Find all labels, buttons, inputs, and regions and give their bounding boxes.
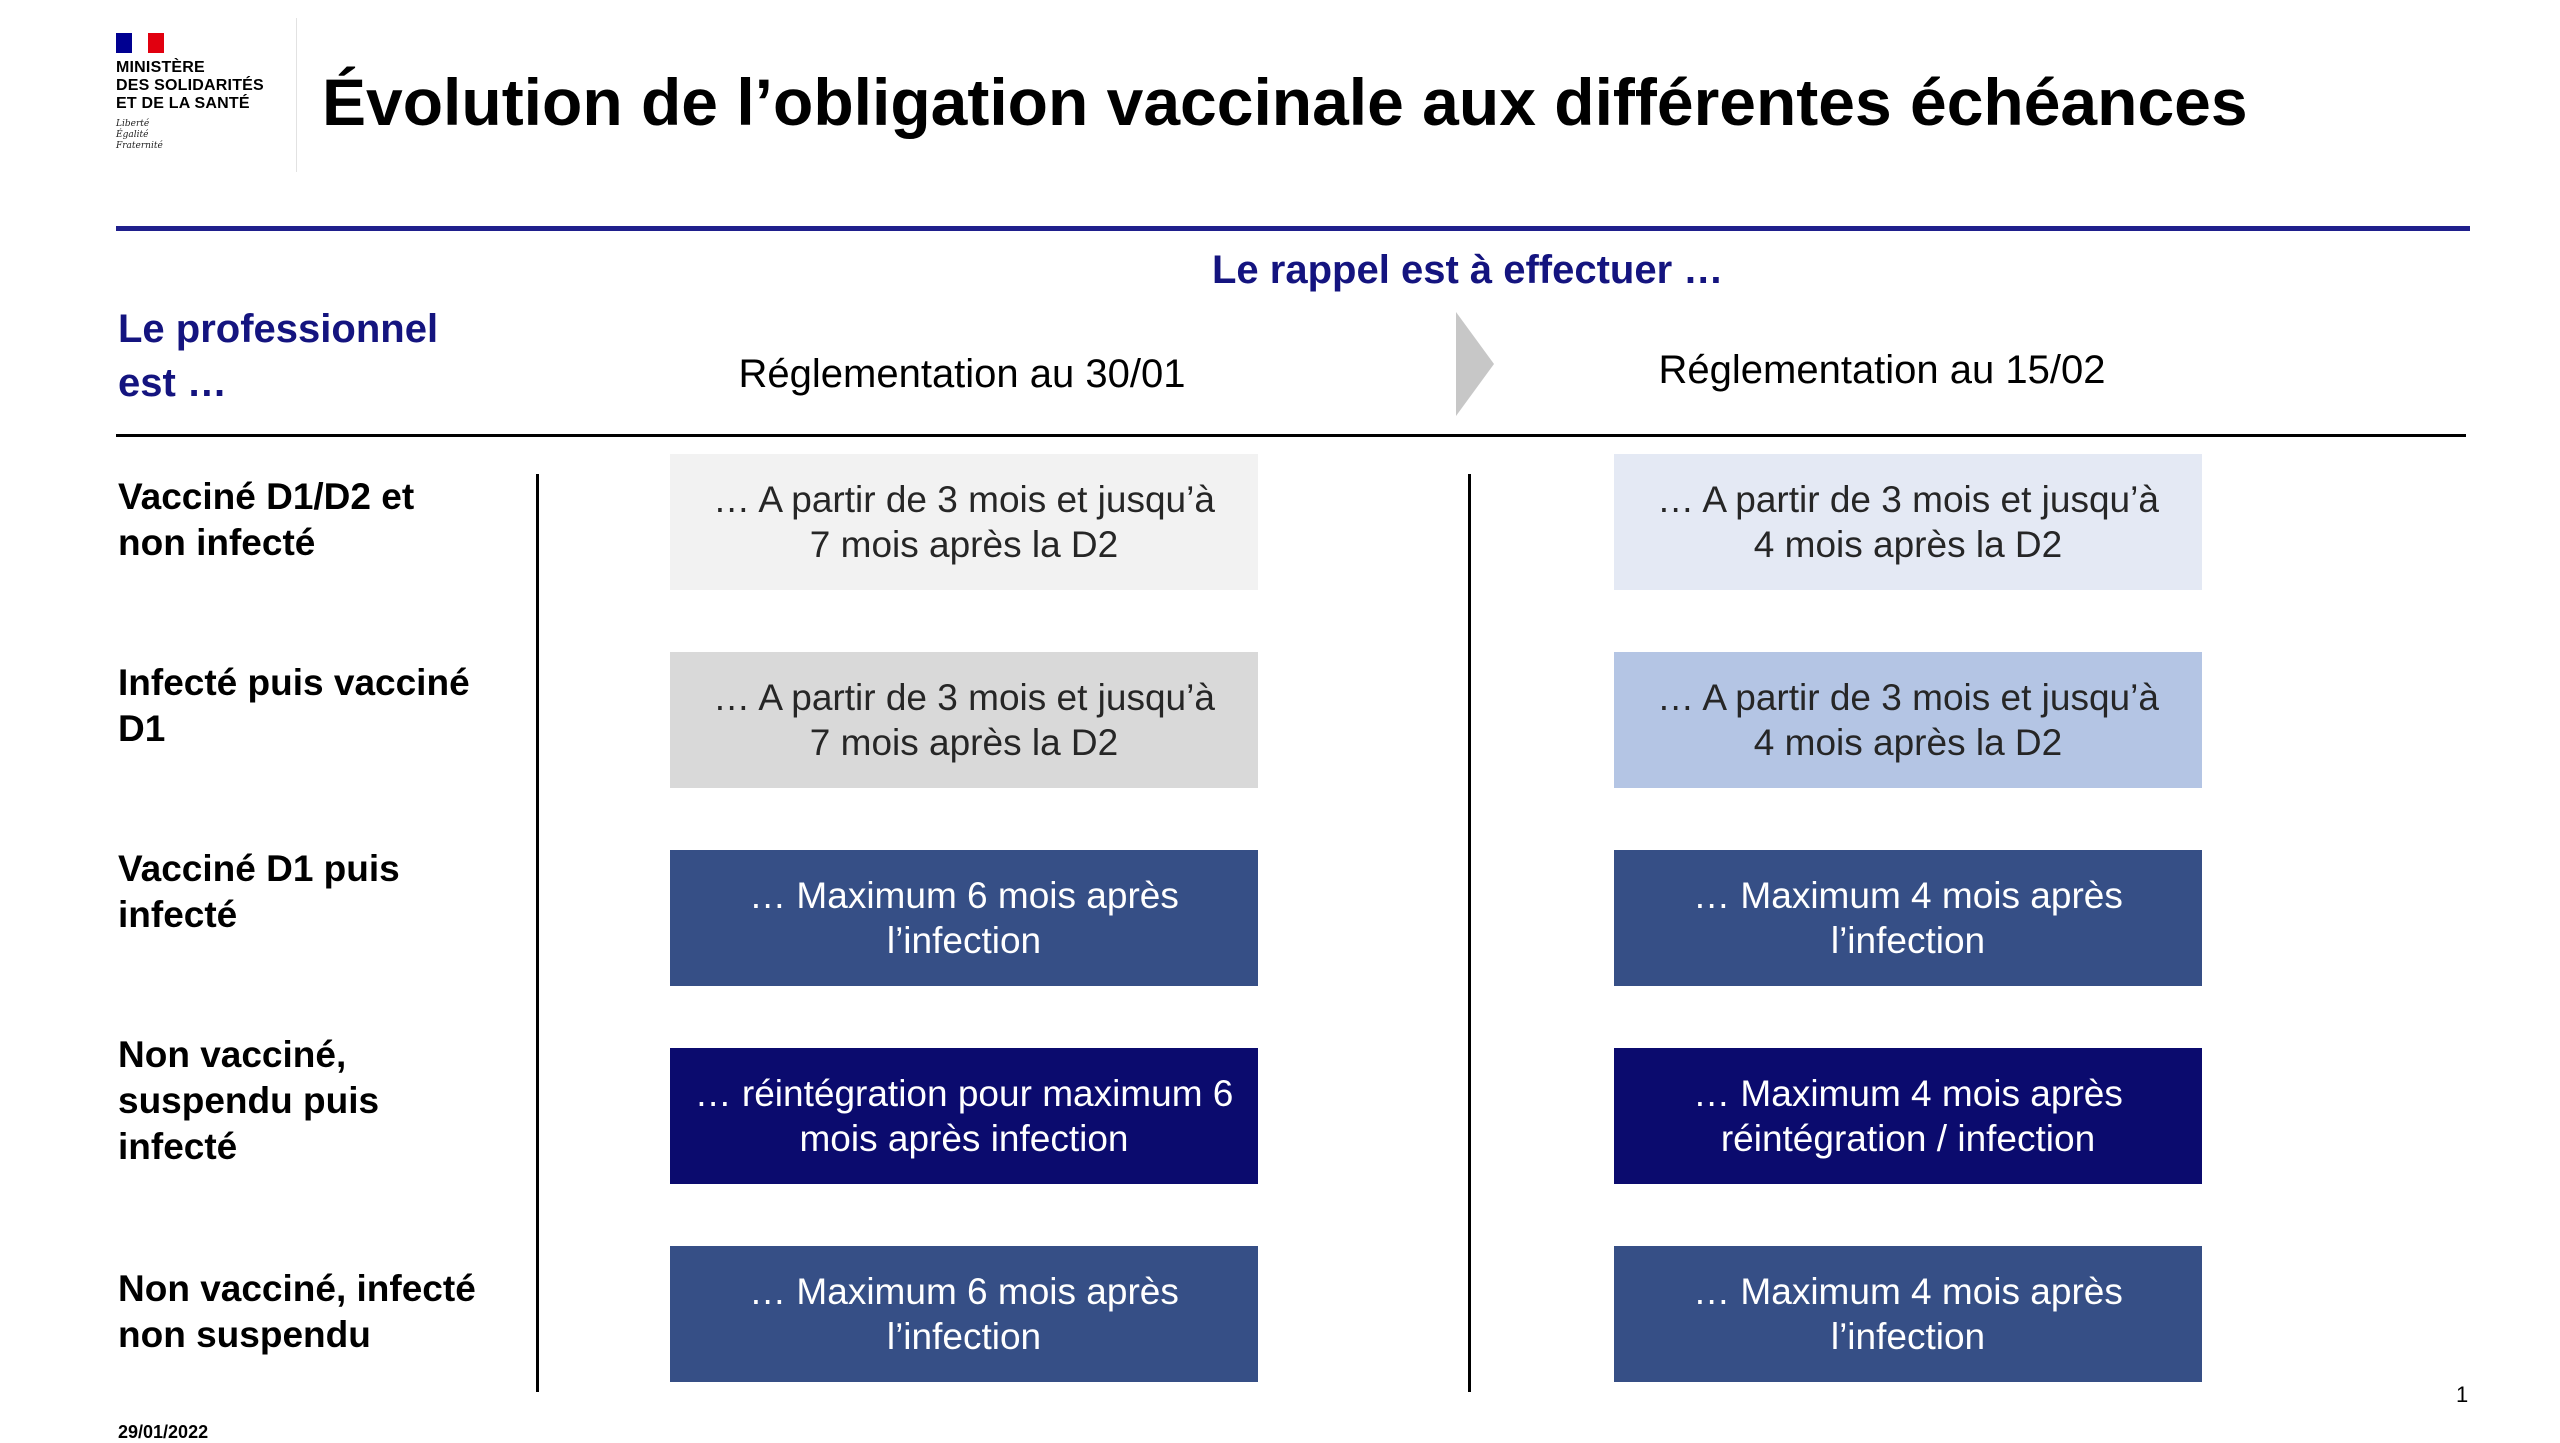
cell-row4-col1: … réintégration pour maximum 6 mois après infection: [670, 1048, 1258, 1184]
cell-row5-col2: … Maximum 4 mois après l’infection: [1614, 1246, 2202, 1382]
row-label-unvaccinated-suspended-infected: Non vacciné, suspendu puis infecté: [118, 1034, 380, 1167]
row-label-vaccinated-not-infected: Vacciné D1/D2 et non infecté: [118, 476, 415, 563]
page-title: Évolution de l’obligation vaccinale aux différentes échéances: [322, 65, 2248, 139]
ministry-logo: [116, 33, 296, 173]
cell-row1-col1: … A partir de 3 mois et jusqu’à 7 mois après la D2: [670, 454, 1258, 590]
logo-text-line-2: DES SOLIDARITÉS: [116, 77, 264, 94]
cell-row3-col2: … Maximum 4 mois après l’infection: [1614, 850, 2202, 986]
page-number: 1: [2456, 1382, 2469, 1407]
chevron-right-icon: [1456, 312, 1494, 416]
cell-row1-col2: … A partir de 3 mois et jusqu’à 4 mois après la D2: [1614, 454, 2202, 590]
column-header-30-01: Réglementation au 30/01: [738, 352, 1186, 396]
header-divider: [116, 434, 2466, 437]
logo-text-line-3: ET DE LA SANTÉ: [116, 95, 250, 112]
footer-date: 29/01/2022: [118, 1422, 209, 1442]
logo-divider: [296, 18, 297, 172]
cell-row3-col1: … Maximum 6 mois après l’infection: [670, 850, 1258, 986]
logo-text-line-1: MINISTÈRE: [116, 59, 205, 76]
cell-row2-col2: … A partir de 3 mois et jusqu’à 4 mois après la D2: [1614, 652, 2202, 788]
row-label-vaccinated-then-infected: Vacciné D1 puis infecté: [118, 848, 400, 935]
cell-row4-col2: … Maximum 4 mois après réintégration / infection: [1614, 1048, 2202, 1184]
french-flag-icon: [116, 33, 164, 53]
cell-row5-col1: … Maximum 6 mois après l’infection: [670, 1246, 1258, 1382]
logo-motto-3: Fraternité: [116, 141, 163, 151]
title-underline: [116, 226, 2470, 231]
logo-motto-2: Égalité: [116, 130, 149, 140]
cell-row2-col1: … A partir de 3 mois et jusqu’à 7 mois après la D2: [670, 652, 1258, 788]
column-separator-right: [1468, 474, 1471, 1392]
column-header-15-02: Réglementation au 15/02: [1658, 348, 2106, 392]
row-label-infected-then-vaccinated: Infecté puis vacciné D1: [118, 662, 470, 749]
column-separator-left: [536, 474, 539, 1392]
reminder-subtitle: Le rappel est à effectuer …: [1212, 248, 1724, 292]
professional-label: Le professionnel est …: [118, 307, 439, 405]
logo-motto-1: Liberté: [116, 119, 150, 129]
row-label-unvaccinated-infected-not-suspended: Non vacciné, infecté non suspendu: [118, 1268, 476, 1355]
